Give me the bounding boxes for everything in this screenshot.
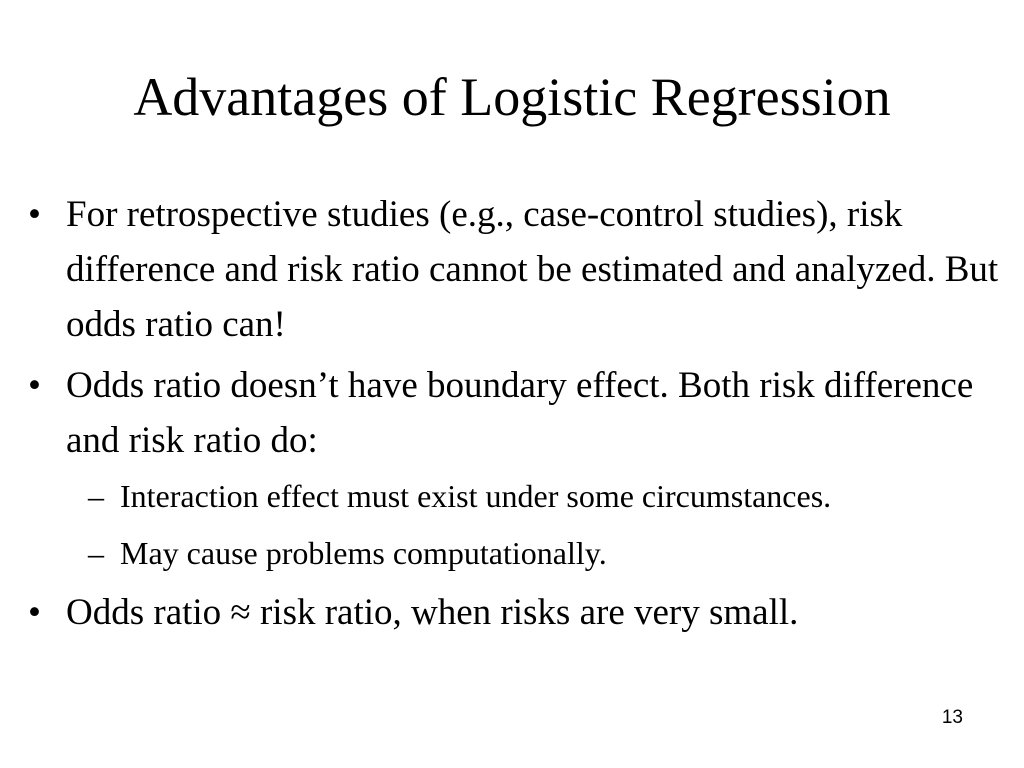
bullet-text: Odds ratio doesn’t have boundary effect. Both risk difference and risk ratio do: <box>66 365 974 461</box>
sub-bullet-item-interaction <box>76 470 1013 522</box>
sub-bullet-item-computation <box>76 527 1013 579</box>
bullet-text: Odds ratio ≈ risk ratio, when risks are very small. <box>66 592 799 633</box>
bullet-item-retrospective <box>28 187 1013 352</box>
sub-bullet-text: Interaction effect must exist under some circumstances. <box>120 478 832 514</box>
bullet-marker: • <box>28 592 41 633</box>
bullet-list <box>28 187 1013 646</box>
sub-bullet-marker: – <box>88 535 104 571</box>
sub-bullet-list <box>66 470 1013 579</box>
bullet-item-boundary-effect <box>28 358 1013 579</box>
sub-bullet-marker: – <box>88 478 104 514</box>
page-number: 13 <box>941 707 963 728</box>
bullet-marker: • <box>28 365 41 406</box>
bullet-text: For retrospective studies (e.g., case-control studies), risk difference and risk ratio cannot be estimated and analyzed. But odds ratio can! <box>66 194 999 345</box>
sub-bullet-text: May cause problems computationally. <box>120 535 607 571</box>
bullet-marker: • <box>28 194 41 235</box>
bullet-item-odds-risk <box>28 585 1013 640</box>
slide-title: Advantages of Logistic Regression <box>133 67 891 127</box>
